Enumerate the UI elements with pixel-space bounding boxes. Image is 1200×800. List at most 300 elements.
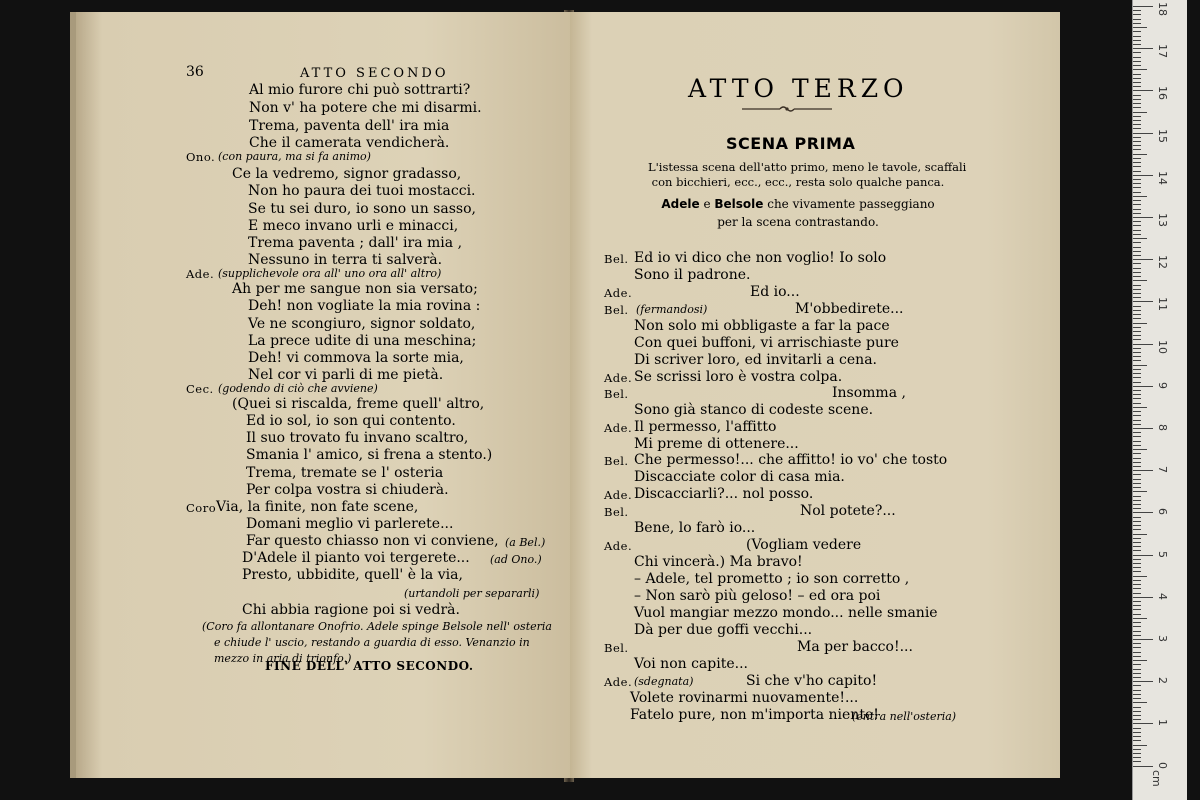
ruler-tick [1133,500,1141,501]
scene-description-line: con bicchieri, ecc., ecc., resta solo qualche panca. [651,175,945,189]
speaker-label: Bel. [604,252,629,266]
verse-line: – Non sarò più geloso! – ed ora poi [634,588,881,604]
ruler-tick [1133,584,1141,585]
ruler-number: 8 [1156,424,1169,431]
verse-line: Sono il padrone. [634,267,751,283]
ruler-number: 13 [1156,213,1169,227]
ruler-tick [1133,331,1141,332]
ruler-tick [1133,318,1141,319]
verse-line: Non v' ha potere che mi disarmi. [249,100,482,116]
ruler-number: 3 [1156,635,1169,642]
ruler-tick [1133,761,1141,762]
ruler-tick [1133,445,1141,446]
verse-line: Sono già stanco di codeste scene. [634,402,874,418]
verse-line: – Adele, tel prometto ; io son corretto , [634,571,910,587]
ruler-tick [1133,458,1141,459]
ruler-tick [1133,669,1141,670]
ruler-tick [1133,149,1141,150]
speaker-label: Ade. [604,286,633,300]
ruler-tick [1133,14,1141,15]
verse-line: Vuol mangiar mezzo mondo... nelle smanie [634,605,938,621]
connector: e [699,197,715,211]
verse-line: Se scrissi loro è vostra colpa. [634,369,843,385]
ruler-tick [1133,251,1141,252]
ruler-tick [1133,571,1141,572]
ruler-tick [1133,293,1141,294]
ruler-tick [1133,420,1141,421]
ruler-tick [1133,749,1141,750]
ruler-tick [1133,344,1153,345]
ruler-tick [1133,255,1141,256]
stage-direction: per la scena contrastando. [717,215,879,229]
ruler-tick [1133,162,1141,163]
verse-line: Trema paventa ; dall' ira mia , [248,235,463,251]
verse-line: Dà per due goffi vecchi... [634,622,813,638]
stage-direction: (urtandoli per separarli) [404,587,540,600]
verse-line: (Vogliam vedere [746,537,862,553]
ruler-tick [1133,681,1153,682]
ruler-tick [1133,225,1141,226]
verse-line: Ve ne scongiuro, signor soldato, [248,316,476,332]
ruler-tick [1133,702,1147,703]
ruler-tick [1133,462,1141,463]
speaker-label: Bel. [604,303,629,317]
ruler-tick [1133,36,1141,37]
verse-line: (Quei si riscalda, freme quell' altro, [232,396,485,412]
ruler-tick [1133,276,1141,277]
ruler-tick [1133,65,1141,66]
ruler-tick [1133,550,1141,551]
ruler-tick [1133,757,1141,758]
ruler-tick [1133,112,1147,113]
verse-line: Volete rovinarmi nuovamente!... [630,690,859,706]
ruler-tick [1133,559,1141,560]
ruler-tick [1133,601,1141,602]
verse-line: Ed io... [750,284,800,300]
verse-line: D'Adele il pianto voi tergerete... [242,550,470,566]
ruler-tick [1133,753,1141,754]
ruler-tick [1133,424,1141,425]
verse-line: Fatelo pure, non m'importa niente! [630,707,879,723]
verse-line: Mi preme di ottenere... [634,436,799,452]
verse-line: Smania l' amico, si frena a stento.) [246,447,493,463]
ruler-tick [1133,588,1141,589]
ruler-tick [1133,27,1147,28]
ruler-tick [1133,534,1147,535]
stage-direction: (con paura, ma si fa animo) [218,150,371,163]
verse-line: Che il camerata vendicherà. [249,135,450,151]
aside-direction: (ad Ono.) [490,553,542,566]
ruler-tick [1133,652,1141,653]
ruler-tick [1133,719,1141,720]
ruler-number: 5 [1156,550,1169,558]
ruler-tick [1133,327,1141,328]
stage-direction: (supplichevole ora all' uno ora all' altro) [218,267,442,280]
ruler-tick [1133,301,1153,302]
ruler-tick [1133,339,1141,340]
ruler-tick [1133,487,1141,488]
ruler-tick [1133,664,1141,665]
ruler-number: 11 [1156,297,1169,312]
ruler-tick [1133,529,1141,530]
ruler-tick [1133,242,1141,243]
scene-title: SCENA PRIMA [726,134,856,153]
verse-line: E meco invano urli e minacci, [248,218,459,234]
ruler-tick [1133,348,1141,349]
verse-line: Il permesso, l'affitto [634,419,777,435]
ruler-tick [1133,124,1141,125]
ruler-tick [1133,656,1141,657]
ruler-tick [1133,538,1141,539]
ruler-tick [1133,711,1141,712]
ruler-tick [1133,61,1141,62]
ruler-tick [1133,508,1141,509]
ruler-number: 4 [1156,592,1169,600]
character-name: Belsole [714,197,764,211]
ruler-tick [1133,263,1141,264]
ruler-tick [1133,289,1141,290]
character-name: Adele [661,197,700,211]
ruler-tick [1133,466,1141,467]
ruler-tick [1133,352,1141,353]
ruler-number: 15 [1156,128,1169,143]
stage-direction: mezzo in aria di trionfo.) [214,652,352,665]
ruler-tick [1133,639,1153,640]
ruler-tick [1133,6,1153,7]
ruler-tick [1133,78,1141,79]
verse-line: Ed io vi dico che non voglio! Io solo [634,250,887,266]
ruler-tick [1133,335,1141,336]
ruler-tick [1133,158,1141,159]
stage-direction: (fermandosi) [636,303,708,316]
speaker-label: Ono. [186,150,216,164]
verse-line: Chi abbia ragione poi si vedrà. [242,602,460,618]
verse-line: Chi vincerà.) Ma bravo! [634,554,803,570]
ruler-tick [1133,268,1141,269]
verse-line: Nessuno in terra ti salverà. [248,252,443,268]
ruler-tick [1133,230,1141,231]
ruler-tick [1133,428,1153,429]
verse-line: Insomma , [832,385,906,401]
ruler-tick [1133,614,1141,615]
ruler-tick [1133,213,1141,214]
ruler-number: 1 [1156,719,1169,727]
verse-line: Presto, ubbidite, quell' è la via, [242,567,463,583]
ruler-tick [1133,373,1141,374]
ruler-tick [1133,314,1141,315]
scene-description [648,160,967,190]
act-title: ATTO TERZO [688,74,909,103]
ruler-tick [1133,453,1141,454]
verse-line: Bene, lo farò io... [634,520,756,536]
verse-line: Nel cor vi parli di me pietà. [248,367,444,383]
stage-direction: (sdegnata) [634,675,694,688]
ruler-number: 17 [1156,44,1169,59]
ruler-tick [1133,677,1141,678]
ruler-tick [1133,200,1141,201]
ruler-tick [1133,728,1141,729]
speaker-label: Bel. [604,641,629,655]
ruler-tick [1133,23,1141,24]
verse-line: Voi non capite... [634,656,748,672]
ruler-tick [1133,259,1153,260]
stage-direction: che vivamente passeggiano [763,197,935,211]
ruler-tick [1133,546,1141,547]
ruler-tick [1133,272,1141,273]
ruler-tick [1133,685,1141,686]
ruler-tick [1133,609,1141,610]
ruler-tick [1133,394,1141,395]
ruler-tick [1133,576,1147,577]
speaker-label: Cec. [186,382,214,396]
ruler-tick [1133,631,1141,632]
speaker-label: Ade. [186,267,215,281]
ruler-tick [1133,209,1141,210]
speaker-label: Bel. [604,387,629,401]
aside-direction: (a Bel.) [505,536,546,549]
verse-line: Per colpa vostra si chiuderà. [246,482,449,498]
ruler-tick [1133,626,1141,627]
ruler-tick [1133,432,1141,433]
verse-line: Ah per me sangue non sia versato; [232,281,478,297]
ruler-tick [1133,238,1147,239]
ruler-tick [1133,715,1141,716]
ruler-number: 14 [1156,170,1169,185]
ruler-tick [1133,120,1141,121]
verse-line: Con quei buffoni, vi arrischiaste pure [634,335,899,351]
ruler-tick [1133,504,1141,505]
ruler-tick [1133,90,1153,91]
ruler-tick [1133,154,1147,155]
ruler-tick [1133,141,1141,142]
ruler-tick [1133,470,1153,471]
verse-line: Se tu sei duro, io sono un sasso, [248,201,476,217]
ruler-unit: cm [1150,770,1163,787]
verse-line: Far questo chiasso non vi conviene, [246,533,499,549]
ruler-tick [1133,491,1147,492]
ruler-tick [1133,192,1141,193]
running-head: ATTO SECONDO [300,66,449,81]
ruler-tick [1133,479,1141,480]
aside-direction: (entra nell'osteria) [852,710,957,723]
ruler-tick [1133,407,1147,408]
speaker-label: Ade. [604,539,633,553]
title-ornament [740,104,834,114]
ruler-tick [1133,204,1141,205]
ruler-tick [1133,643,1141,644]
ruler-tick [1133,234,1141,235]
ruler-tick [1133,31,1141,32]
ruler-tick [1133,386,1153,387]
ruler-number: 12 [1156,255,1169,270]
verse-line: Domani meglio vi parlerete... [246,516,454,532]
ruler-tick [1133,736,1141,737]
ruler-tick [1133,449,1147,450]
ruler-number: 6 [1156,508,1169,516]
ruler-tick [1133,103,1141,104]
ruler-tick [1133,441,1141,442]
ruler-tick [1133,474,1141,475]
ruler-tick [1133,512,1153,513]
ruler-tick [1133,694,1141,695]
verse-line: Di scriver loro, ed invitarli a cena. [634,352,877,368]
ruler-tick [1133,398,1141,399]
verse-line: Trema, paventa dell' ira mia [249,118,450,134]
ruler-tick [1133,48,1153,49]
ruler-tick [1133,403,1141,404]
verse-line: Discacciarli?... nol posso. [634,486,814,502]
verse-line: Trema, tremate se l' osteria [246,465,444,481]
verse-line: Che permesso!... che affitto! io vo' che tosto [634,452,948,468]
ruler-tick [1133,766,1153,767]
ruler-tick [1133,521,1141,522]
ruler-tick [1133,183,1141,184]
ruler-tick [1133,698,1141,699]
verse-line: Deh! vi commova la sorte mia, [248,350,464,366]
ruler-tick [1133,622,1141,623]
ruler-tick [1133,415,1141,416]
verse-line: La prece udite di una meschina; [248,333,477,349]
ruler-tick [1133,690,1141,691]
ruler-tick [1133,605,1141,606]
speaker-label: Ade. [604,675,633,689]
ruler-tick [1133,483,1141,484]
ruler-tick [1133,247,1141,248]
speaker-label: Ade. [604,488,633,502]
ruler-tick [1133,673,1141,674]
ruler-tick [1133,542,1141,543]
ruler-tick [1133,166,1141,167]
ruler-tick [1133,57,1141,58]
ruler-number: 10 [1156,339,1169,354]
ruler-tick [1133,360,1141,361]
ruler-tick [1133,436,1141,437]
page-number: 36 [186,64,204,80]
speaker-label: Coro [186,501,217,515]
ruler-tick [1133,175,1153,176]
ruler-tick [1133,723,1153,724]
verse-line: Ed io sol, io son qui contento. [246,413,456,429]
ruler-tick [1133,390,1141,391]
ruler-number: 7 [1156,466,1169,474]
ruler-tick [1133,44,1141,45]
ruler-tick [1133,74,1141,75]
verse-line: Il suo trovato fu invano scaltro, [246,430,469,446]
verse-line: Al mio furore chi può sottrarti? [249,82,471,98]
speaker-label: Ade. [604,371,633,385]
ruler-tick [1133,323,1147,324]
ruler-tick [1133,382,1141,383]
ruler-tick [1133,82,1141,83]
verse-line: Ce la vedremo, signor gradasso, [232,166,462,182]
ruler-number: 16 [1156,86,1169,101]
ruler-tick [1133,217,1153,218]
ruler-tick [1133,365,1147,366]
ruler-tick [1133,563,1141,564]
ruler-tick [1133,221,1141,222]
verse-line: Via, la finite, non fate scene, [216,499,419,515]
ruler-number: 18 [1156,2,1169,16]
ruler-tick [1133,377,1141,378]
verse-line: Si che v'ho capito! [746,673,878,689]
ruler-tick [1133,517,1141,518]
ruler-number: 2 [1156,677,1169,685]
ruler-tick [1133,740,1141,741]
ruler-tick [1133,525,1141,526]
stage-direction: (Coro fa allontanare Onofrio. Adele spinge Belsole nell' osteria [202,620,552,633]
verse-line: Ma per bacco!... [797,639,913,655]
verse-line: Non solo mi obbligaste a far la pace [634,318,890,334]
measuring-ruler [1132,0,1187,800]
ruler-tick [1133,593,1141,594]
ruler-tick [1133,567,1141,568]
ruler-number: 0 [1156,761,1169,769]
ruler-tick [1133,618,1147,619]
ruler-tick [1133,69,1147,70]
ruler-tick [1133,597,1153,598]
ruler-tick [1133,297,1141,298]
ruler-tick [1133,285,1141,286]
ruler-tick [1133,496,1141,497]
ruler-tick [1133,145,1141,146]
ruler-tick [1133,745,1147,746]
ruler-tick [1133,171,1141,172]
ruler-tick [1133,133,1153,134]
speaker-label: Bel. [604,454,629,468]
ruler-tick [1133,280,1147,281]
verse-line: Non ho paura dei tuoi mostacci. [248,183,476,199]
ruler-tick [1133,99,1141,100]
ruler-tick [1133,369,1141,370]
ruler-tick [1133,356,1141,357]
characters-line [648,195,948,231]
ruler-tick [1133,40,1141,41]
verse-line: Discacciate color di casa mia. [634,469,845,485]
scene-description-line: L'istessa scena dell'atto primo, meno le tavole, scaffali [648,160,967,174]
verse-line: Nol potete?... [800,503,896,519]
speaker-label: Ade. [604,421,633,435]
ruler-tick [1133,179,1141,180]
verse-line: M'obbedirete... [795,301,904,317]
speaker-label: Bel. [604,505,629,519]
end-of-act-line: FINE DELL' ATTO SECONDO. [265,659,474,673]
ruler-tick [1133,95,1141,96]
ruler-tick [1133,635,1141,636]
ruler-tick [1133,707,1141,708]
ruler-tick [1133,647,1141,648]
ruler-tick [1133,86,1141,87]
ruler-tick [1133,732,1141,733]
ruler-tick [1133,660,1147,661]
ruler-tick [1133,187,1141,188]
ruler-tick [1133,137,1141,138]
ruler-tick [1133,116,1141,117]
ruler-tick [1133,107,1141,108]
ruler-tick [1133,411,1141,412]
ruler-tick [1133,52,1141,53]
ruler-tick [1133,306,1141,307]
ruler-tick [1133,580,1141,581]
ruler-tick [1133,128,1141,129]
ruler-tick [1133,310,1141,311]
ruler-tick [1133,196,1147,197]
ruler-tick [1133,19,1141,20]
ruler-tick [1133,555,1153,556]
stage-direction: e chiude l' uscio, restando a guardia di esso. Venanzio in [214,636,530,649]
ruler-number: 9 [1156,381,1169,389]
verse-line: Deh! non vogliate la mia rovina : [248,298,481,314]
ruler-tick [1133,10,1141,11]
